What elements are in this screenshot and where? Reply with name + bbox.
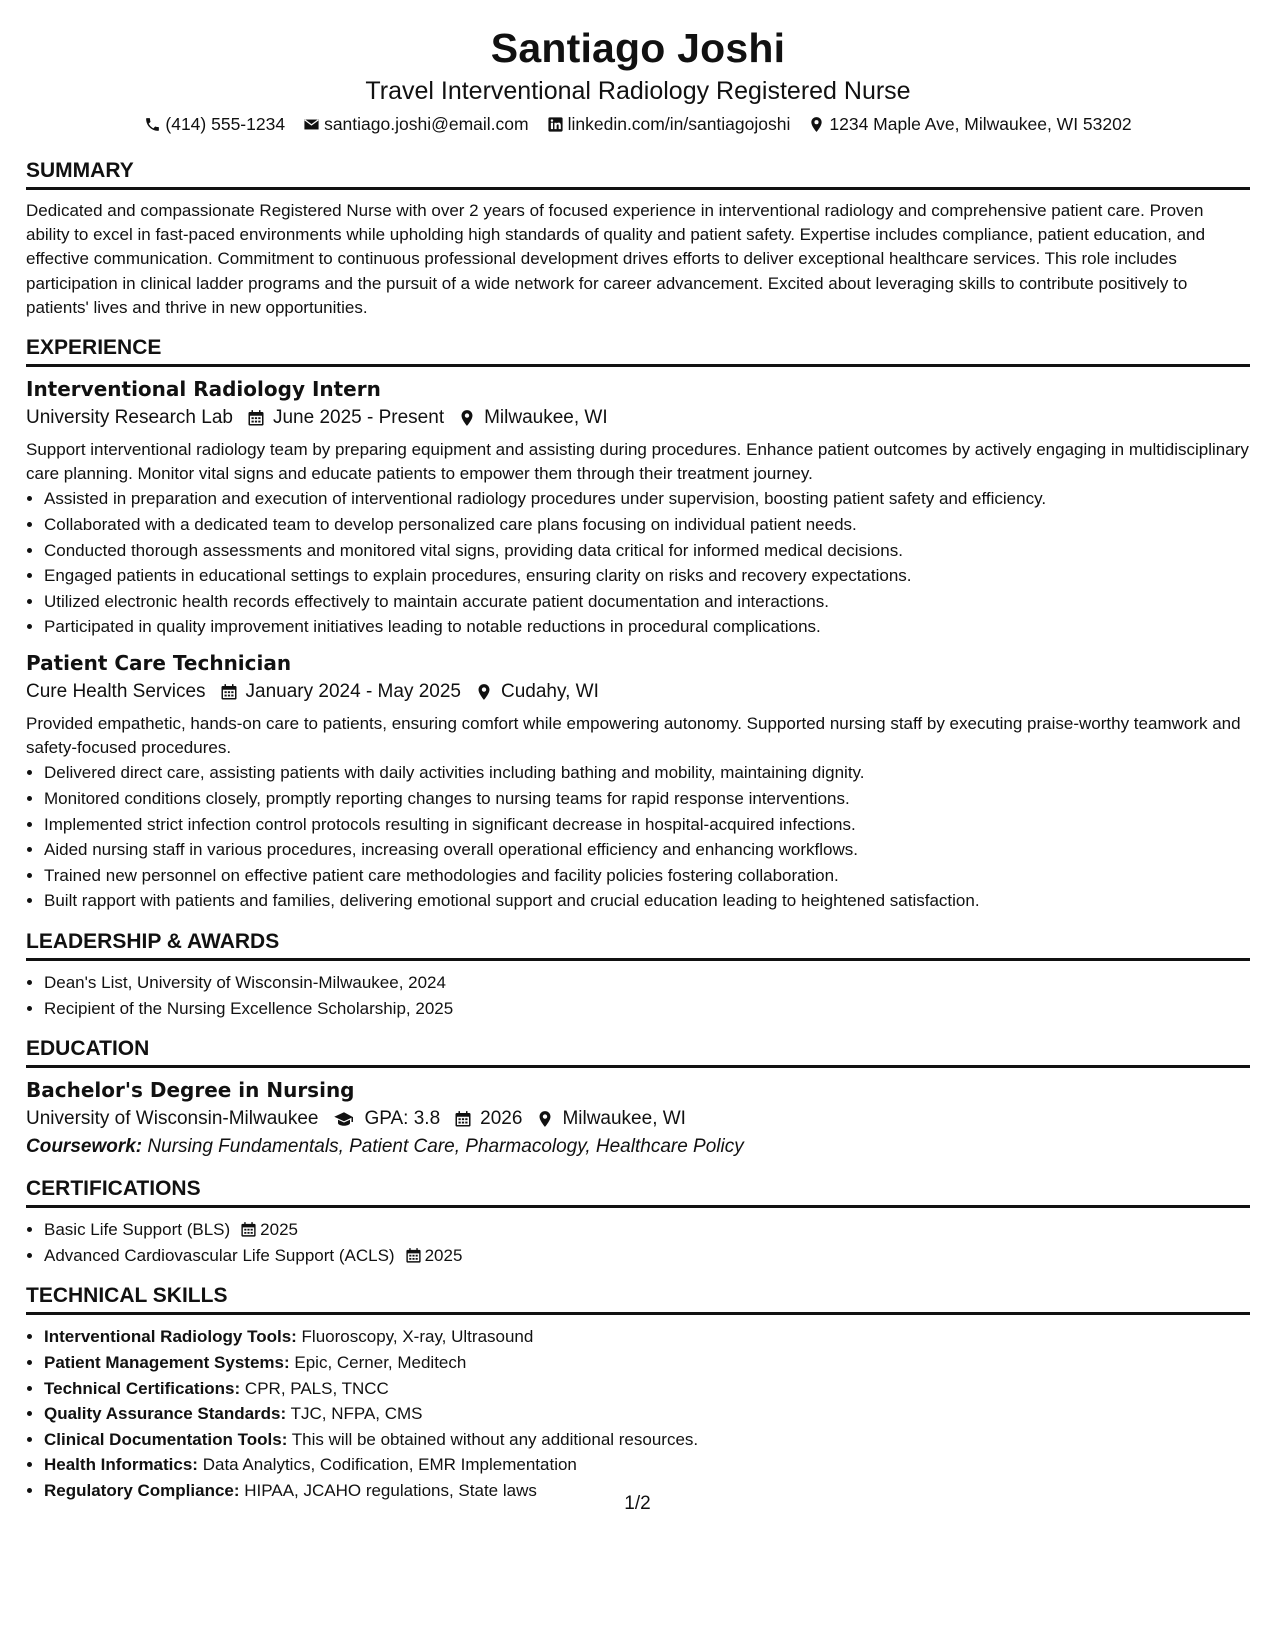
job-organization: University Research Lab (26, 407, 233, 429)
list-item: • Participated in quality improvement initiatives leading to notable reductions in procedural complications. (44, 614, 1250, 640)
cert-name: • Basic Life Support (BLS) (44, 1220, 231, 1240)
contact-address-text: 1234 Maple Ave, Milwaukee, WI 53202 (829, 114, 1132, 134)
education-heading: EDUCATION (26, 1036, 1250, 1068)
degree-title: Bachelor's Degree in Nursing (26, 1078, 355, 1103)
job-title: Interventional Radiology Intern (26, 377, 381, 402)
list-item: • Monitored conditions closely, promptly reporting changes to nursing teams for rapid response interventions. (44, 786, 1250, 812)
cert-year: 2025 (260, 1220, 298, 1240)
contact-linkedin[interactable] (547, 112, 791, 136)
skill-label: Interventional Radiology Tools: (44, 1327, 297, 1347)
skill-value: Epic, Cerner, Meditech (294, 1352, 467, 1372)
job-title: Patient Care Technician (26, 650, 292, 675)
resume-header (26, 22, 1250, 136)
list-item (44, 1401, 1250, 1427)
list-item (44, 1217, 1250, 1243)
resume-page (26, 22, 1250, 1503)
list-item: • Trained new personnel on effective patient care methodologies and facility policies fostering collaboration. (44, 863, 1250, 889)
list-item: • Conducted thorough assessments and monitored vital signs, providing data critical for informed medical decisions. (44, 538, 1250, 564)
job-entry (26, 650, 1250, 914)
job-bullets (26, 760, 1250, 914)
skill-label: Clinical Documentation Tools: (44, 1429, 288, 1449)
leadership-heading: LEADERSHIP & AWARDS (26, 929, 1250, 961)
list-item (44, 1452, 1250, 1478)
skill-value: This will be obtained without any additional resources. (291, 1429, 699, 1449)
cert-name: • Advanced Cardiovascular Life Support (ACLS) (44, 1245, 395, 1265)
skill-label: Technical Certifications: (44, 1378, 241, 1398)
education-year: 2026 (480, 1108, 523, 1130)
list-item (44, 1243, 1250, 1269)
list-item: • Collaborated with a dedicated team to develop personalized care plans focusing on individual patient needs. (44, 512, 1250, 538)
skill-value: HIPAA, JCAHO regulations, State laws (244, 1480, 537, 1500)
school-name: University of Wisconsin-Milwaukee (26, 1108, 319, 1130)
list-item: • Delivered direct care, assisting patients with daily activities including bathing and mobility, maintaining dignity. (44, 760, 1250, 786)
leadership-section (26, 929, 1250, 1021)
job-dates: June 2025 - Present (272, 407, 445, 429)
contact-linkedin-text: linkedin.com/in/santiagojoshi (567, 114, 791, 134)
leadership-list (26, 970, 1250, 1021)
calendar-icon (405, 1247, 422, 1264)
cert-year: 2025 (424, 1245, 463, 1265)
experience-section (26, 335, 1250, 914)
skill-label: Health Informatics: (44, 1455, 198, 1475)
coursework-label: Coursework: (26, 1136, 143, 1158)
linkedin-icon (547, 116, 564, 133)
map-pin-icon (458, 409, 476, 427)
skill-label: Patient Management Systems: (44, 1352, 290, 1372)
contact-phone-text: (414) 555-1234 (165, 114, 286, 134)
list-item: • Assisted in preparation and execution of interventional radiology procedures under supervision, boosting patient safety and efficiency. (44, 486, 1250, 512)
graduation-cap-icon (332, 1110, 356, 1128)
skill-value: Data Analytics, Codification, EMR Implementation (202, 1455, 577, 1475)
skills-section (26, 1283, 1250, 1503)
skill-label: Quality Assurance Standards: (44, 1404, 287, 1424)
list-item: • Recipient of the Nursing Excellence Scholarship, 2025 (44, 996, 1250, 1022)
summary-section (26, 158, 1250, 320)
map-pin-icon (536, 1110, 554, 1128)
certifications-heading: CERTIFICATIONS (26, 1176, 1250, 1208)
candidate-name: Santiago Joshi (490, 25, 786, 71)
candidate-title: Travel Interventional Radiology Registered Nurse (365, 77, 911, 105)
list-item (44, 1324, 1250, 1350)
coursework-list: Nursing Fundamentals, Patient Care, Pharmacology, Healthcare Policy (147, 1136, 744, 1158)
job-meta (26, 404, 1250, 432)
education-gpa: GPA: 3.8 (364, 1108, 441, 1130)
experience-heading: EXPERIENCE (26, 335, 1250, 367)
certifications-section (26, 1176, 1250, 1268)
job-organization: Cure Health Services (26, 680, 206, 702)
list-item (44, 1427, 1250, 1453)
list-item (44, 1350, 1250, 1376)
job-meta (26, 678, 1250, 706)
contact-bar (26, 112, 1250, 136)
summary-text: Dedicated and compassionate Registered Nurse with over 2 years of focused experience in interventional radiology and comprehensive patient care. Proven ability to excel in fast-paced environments while upholding high standards of quality and patient safety. Expertise includes compliance, patient education, and effective communication. Commitment to continuous professional development drives efforts to deliver exceptional healthcare services. This role includes participation in clinical ladder programs and the pursuit of a wide network for career advancement. Excited about leveraging skills to contribute positively to patients' lives and thrive in new opportunities. (26, 201, 1206, 317)
skill-value: TJC, NFPA, CMS (290, 1404, 423, 1424)
phone-icon (144, 116, 161, 133)
calendar-icon (247, 409, 265, 427)
envelope-icon (303, 116, 320, 133)
calendar-icon (240, 1221, 257, 1238)
map-pin-icon (808, 116, 825, 133)
list-item: • Utilized electronic health records effectively to maintain accurate patient documentation and interactions. (44, 589, 1250, 615)
job-bullets (26, 486, 1250, 640)
contact-phone[interactable] (144, 112, 285, 136)
list-item: • Aided nursing staff in various procedures, increasing overall operational efficiency and enhancing workflows. (44, 837, 1250, 863)
skill-value: Fluoroscopy, X-ray, Ultrasound (301, 1327, 534, 1347)
education-meta (26, 1105, 1250, 1133)
skill-label: Regulatory Compliance: (44, 1480, 240, 1500)
map-pin-icon (475, 683, 493, 701)
list-item: • Dean's List, University of Wisconsin-Milwaukee, 2024 (44, 970, 1250, 996)
job-description: Support interventional radiology team by preparing equipment and assisting during procedures. Enhance patient outcomes by actively engaging in multidisciplinary care planning. Monitor vital signs and educate patients to empower them through their treatment journey. (26, 440, 1249, 484)
job-entry (26, 376, 1250, 640)
list-item (44, 1376, 1250, 1402)
education-location: Milwaukee, WI (562, 1108, 686, 1130)
list-item: • Built rapport with patients and families, delivering emotional support and crucial education leading to heightened satisfaction. (44, 888, 1250, 914)
calendar-icon (220, 683, 238, 701)
page-number: 1/2 (624, 1493, 651, 1514)
contact-address (808, 112, 1131, 136)
calendar-icon (454, 1110, 472, 1128)
job-location: Milwaukee, WI (484, 407, 608, 429)
skill-value: CPR, PALS, TNCC (244, 1378, 389, 1398)
skills-heading: TECHNICAL SKILLS (26, 1283, 1250, 1315)
certifications-list (26, 1217, 1250, 1268)
skills-list (26, 1324, 1250, 1503)
education-section (26, 1036, 1250, 1161)
list-item: • Engaged patients in educational settings to explain procedures, ensuring clarity on risks and recovery expectations. (44, 563, 1250, 589)
summary-heading: SUMMARY (26, 158, 1250, 190)
job-description: Provided empathetic, hands-on care to patients, ensuring comfort while empowering autonomy. Supported nursing staff by executing praise-worthy teamwork and safety-focused procedures. (26, 713, 1241, 758)
list-item: • Implemented strict infection control protocols resulting in significant decrease in hospital-acquired infections. (44, 812, 1250, 838)
job-location: Cudahy, WI (501, 680, 599, 702)
contact-email-text: santiago.joshi@email.com (324, 114, 529, 134)
job-dates: January 2024 - May 2025 (245, 680, 461, 702)
coursework (26, 1133, 1250, 1161)
contact-email[interactable] (303, 112, 529, 136)
